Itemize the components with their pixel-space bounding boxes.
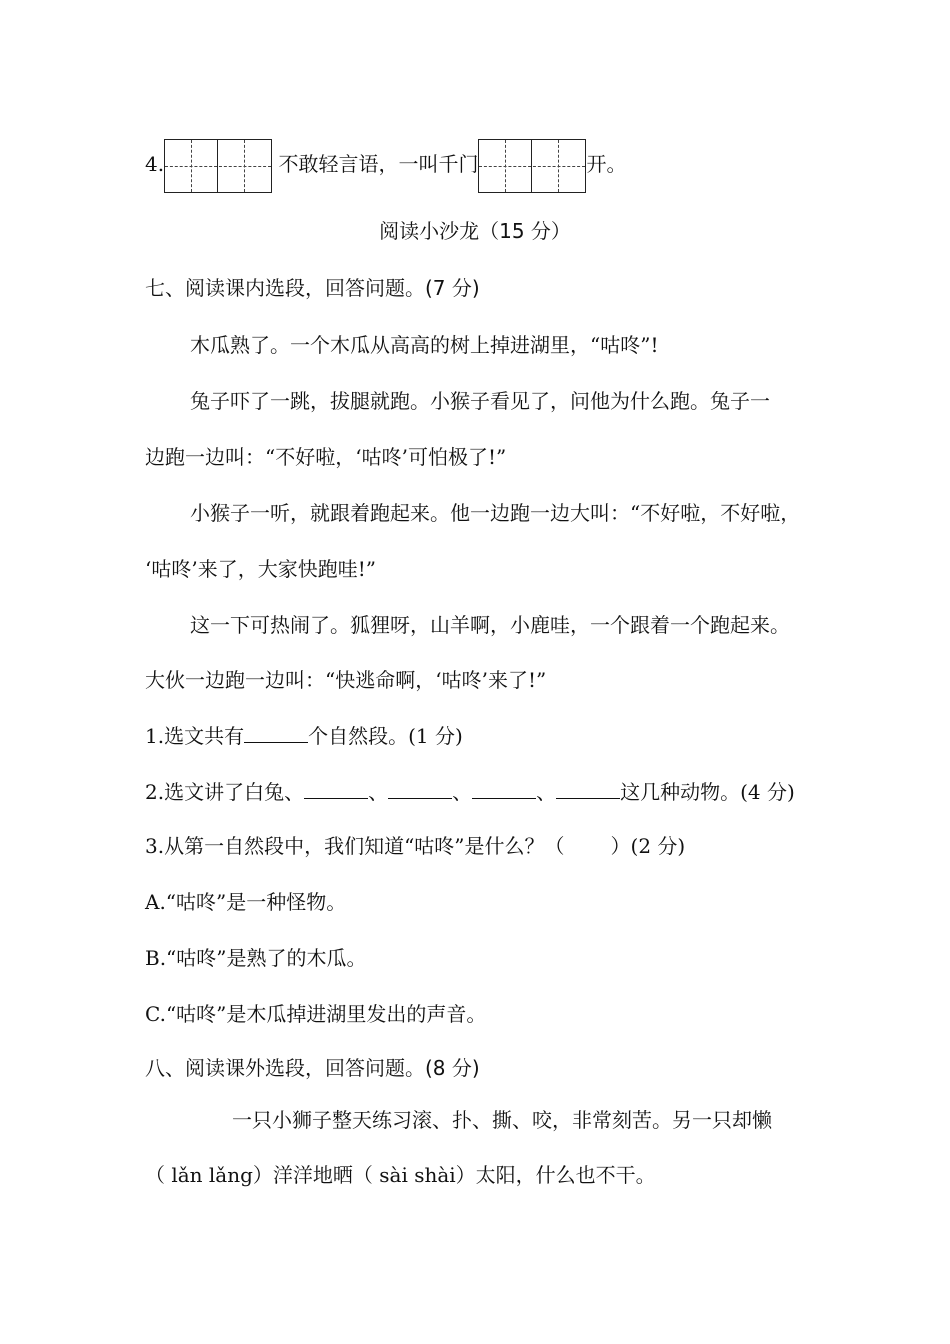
question-4-number: 4. (145, 152, 165, 176)
q2-separator: 、 (452, 780, 473, 804)
q2-answer-blank-1[interactable] (304, 776, 368, 799)
part7-paragraph-2-line-1: 兔子吓了一跳，拔腿就跑。小猴子看见了，问他为什么跑。兔子一 (190, 389, 770, 413)
part8-paragraph-1-line-1: 一只小狮子整天练习滚、扑、撕、咬，非常刻苦。另一只却懒 (232, 1108, 772, 1132)
part7-paragraph-3-line-1: 小猴子一听，就跟着跑起来。他一边跑一边大叫：“不好啦，不好啦， (190, 501, 801, 525)
option-c[interactable]: C.“咕咚”是木瓜掉进湖里发出的声音。 (145, 1002, 487, 1026)
option-b[interactable]: B.“咕咚”是熟了的木瓜。 (145, 946, 367, 970)
q2-answer-blank-3[interactable] (472, 776, 536, 799)
writing-grid-1[interactable] (164, 139, 272, 193)
writing-grid-2[interactable] (478, 139, 586, 193)
q3-text-before: 3.从第一自然段中，我们知道“咕咚”是什么？（ (145, 834, 565, 858)
question-4-middle-text: 不敢轻言语，一叫千门 (278, 152, 479, 176)
question-4-end-text: 开。 (586, 152, 627, 176)
part8-heading: 八、阅读课外选段，回答问题。(8 分) (145, 1056, 480, 1080)
part8-paragraph-1-line-2: （ lǎn lǎng）洋洋地晒（ sài shài）太阳，什么也不干。 (145, 1163, 656, 1187)
q2-text-before: 2.选文讲了白兔、 (145, 780, 305, 804)
section-title: 阅读小沙龙（15 分） (379, 219, 571, 243)
q2-separator: 、 (536, 780, 557, 804)
q3-text-after: ）(2 分) (610, 834, 686, 858)
part7-paragraph-4-line-1: 这一下可热闹了。狐狸呀，山羊啊，小鹿哇，一个跟着一个跑起来。 (190, 613, 790, 637)
part7-paragraph-4-line-2: 大伙一边跑一边叫：“快逃命啊，‘咕咚’来了!” (145, 668, 547, 692)
q2-text-after: 这几种动物。(4 分) (620, 780, 795, 804)
q2-answer-blank-2[interactable] (388, 776, 452, 799)
q1-answer-blank[interactable] (244, 720, 308, 743)
q2-answer-blank-4[interactable] (556, 776, 620, 799)
part7-paragraph-1: 木瓜熟了。一个木瓜从高高的树上掉进湖里，“咕咚”! (190, 333, 659, 357)
part7-heading: 七、阅读课内选段，回答问题。(7 分) (145, 276, 480, 300)
part7-question-3 (145, 831, 842, 861)
question-4 (145, 136, 842, 192)
q1-text-before: 1.选文共有 (145, 724, 245, 748)
part7-question-2 (145, 776, 842, 807)
part7-question-1 (145, 720, 842, 751)
part7-paragraph-2-line-2: 边跑一边叫：“不好啦，‘咕咚’可怕极了!” (145, 445, 507, 469)
part7-paragraph-3-line-2: ‘咕咚’来了，大家快跑哇!” (145, 557, 376, 581)
q1-text-after: 个自然段。(1 分) (308, 724, 463, 748)
q2-separator: 、 (368, 780, 389, 804)
option-a[interactable]: A.“咕咚”是一种怪物。 (145, 890, 347, 914)
